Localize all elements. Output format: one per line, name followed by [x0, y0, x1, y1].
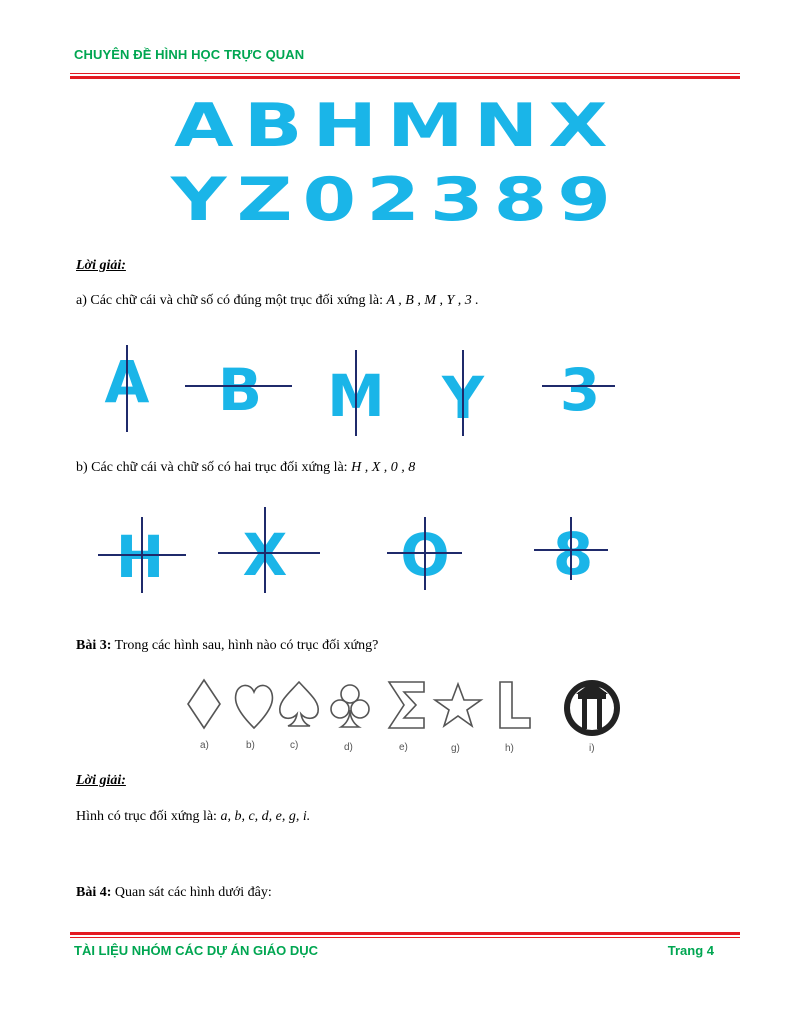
exercise-3-shapes — [178, 672, 628, 760]
heart-shape — [236, 685, 273, 728]
solution-label-1: Lời giải: — [76, 258, 126, 273]
two-axes-figure — [90, 505, 630, 600]
exercise-3-text: Trong các hình sau, hình nào có trục đối xứng? — [114, 638, 379, 653]
caption-a: a) — [200, 740, 209, 751]
diamond-shape — [188, 680, 220, 728]
part-a-text: a) Các chữ cái và chữ số có đúng một trục đối xứng là: — [76, 293, 383, 308]
solution-2-answer: a, b, c, d, e, g, i. — [220, 809, 311, 824]
part-a-line — [76, 293, 479, 309]
caption-c: c) — [290, 740, 299, 751]
symbol-8: 8 — [552, 520, 594, 588]
club-shape — [331, 685, 369, 727]
footer-rule-thin — [70, 937, 740, 938]
star-shape — [435, 684, 481, 726]
part-b-line — [76, 460, 415, 476]
part-b-answer: H , X , 0 , 8 — [351, 460, 416, 475]
caption-d: d) — [344, 742, 353, 753]
exercise-4-line — [76, 885, 272, 901]
header-rule-thick — [70, 76, 740, 79]
caption-i: i) — [589, 743, 595, 754]
caption-e: e) — [399, 742, 408, 753]
caption-h: h) — [505, 743, 514, 754]
solution-2-text: Hình có trục đối xứng là: — [76, 809, 217, 824]
solution-2-line — [76, 809, 310, 825]
sigma-shape — [389, 682, 424, 728]
header-rule-thin — [70, 73, 740, 74]
emblem-icon — [564, 680, 620, 736]
l-shape — [500, 682, 530, 728]
footer-rule-thick — [70, 932, 740, 935]
exercise-3-line — [76, 638, 378, 654]
symbol-3: 3 — [559, 356, 601, 424]
exercise-4-label: Bài 4: — [76, 885, 112, 900]
symbol-b: B — [217, 356, 263, 424]
symbol-m: M — [327, 362, 385, 430]
part-a-answer: A , B , M , Y , 3 . — [386, 293, 479, 308]
symbol-y: Y — [442, 364, 484, 432]
one-axis-figure — [80, 340, 640, 440]
caption-b: b) — [246, 740, 255, 751]
symbol-x: X — [242, 521, 288, 589]
solution-label-2: Lời giải: — [76, 773, 126, 788]
letters-banner — [0, 91, 792, 235]
page-header-title: CHUYÊN ĐỀ HÌNH HỌC TRỰC QUAN — [74, 47, 305, 62]
banner-line-2: YZ02389 — [170, 165, 622, 235]
banner-line-1: ABHMNX — [174, 91, 618, 161]
page-number: Trang 4 — [667, 943, 714, 958]
spade-shape — [280, 682, 319, 726]
symbol-0: O — [400, 521, 450, 589]
symbol-a: A — [104, 348, 150, 416]
footer-left-text: TÀI LIỆU NHÓM CÁC DỰ ÁN GIÁO DỤC — [74, 943, 319, 958]
caption-g: g) — [451, 743, 460, 754]
part-b-text: b) Các chữ cái và chữ số có hai trục đối xứng là: — [76, 460, 348, 475]
exercise-4-text: Quan sát các hình dưới đây: — [114, 885, 272, 900]
exercise-3-label: Bài 3: — [76, 638, 112, 653]
symbol-h: H — [115, 523, 165, 591]
